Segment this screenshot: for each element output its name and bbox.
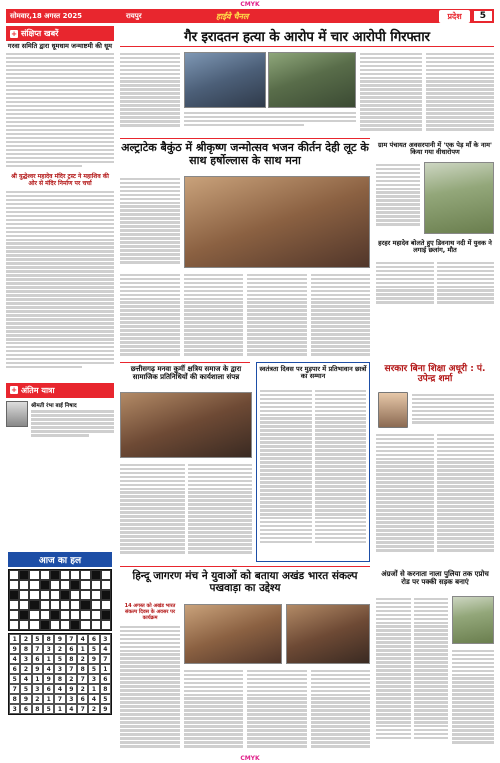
lead-photo-caption (184, 110, 356, 130)
obituary-block (6, 401, 114, 451)
brief-news-header (6, 26, 114, 41)
story5-body (376, 432, 494, 562)
river-body (376, 260, 494, 308)
sudoku-cell: 8 (100, 684, 111, 694)
brief1-body (6, 53, 114, 171)
story2-photo-devotees (184, 176, 370, 268)
lead-photo-accused (268, 52, 356, 108)
puzzle-title: आज का हल (8, 552, 112, 567)
sudoku-cell: 1 (88, 684, 99, 694)
sudoku-cell: 8 (77, 664, 88, 674)
story2-headline: अल्ट्राटेक बैकुंठ में श्रीकृष्ण जन्मोत्सव भजन कीर्तन देही लूट के साथ हर्षोल्लास के साथ मना (121, 141, 369, 167)
sudoku-cell: 1 (9, 634, 20, 644)
sudoku-cell: 4 (9, 654, 20, 664)
story5-headline: सरकार बिना शिक्षा अधूरी : पं. उपेन्द्र शर्मा (384, 364, 486, 385)
sudoku-cell: 7 (100, 654, 111, 664)
sudoku-cell: 4 (20, 674, 31, 684)
sudoku-cell: 6 (88, 634, 99, 644)
sudoku-cell: 5 (9, 674, 20, 684)
sudoku-cell: 1 (43, 694, 54, 704)
sudoku-cell: 9 (9, 644, 20, 654)
lead-story-col4 (426, 51, 494, 137)
sudoku-cell: 1 (43, 654, 54, 664)
obituary-body (31, 410, 114, 450)
sudoku-cell: 1 (77, 644, 88, 654)
sudoku-cell: 9 (20, 694, 31, 704)
obituary-header (6, 383, 114, 398)
divider (120, 362, 250, 363)
sudoku-cell: 5 (88, 664, 99, 674)
plus-icon: + (11, 386, 17, 395)
river-headline: हरहर महादेव बोलते हुए डिवनाथ नदी में युवक ने लगाई छलांग, मौत (378, 239, 492, 255)
sudoku-cell: 5 (54, 654, 65, 664)
sudoku-cell: 3 (88, 674, 99, 684)
crossword-grid (8, 569, 112, 631)
story2-body (120, 272, 370, 360)
sudoku-cell: 6 (20, 704, 31, 714)
sudoku-cell: 5 (88, 644, 99, 654)
sudoku-cell: 4 (77, 634, 88, 644)
obituary-name: श्रीमती रंभा बाई निषाद (31, 402, 77, 409)
sudoku-cell: 8 (20, 644, 31, 654)
puzzle-section (8, 552, 112, 715)
sudoku-cell: 4 (54, 684, 65, 694)
sudoku-cell: 5 (32, 634, 43, 644)
grams-headline: ग्राम पंचायत अवसरपानी में 'एक पेड़ माँ के नाम' किया गया वीधारोपण (378, 141, 492, 157)
sudoku-cell: 4 (66, 704, 77, 714)
sudoku-cell: 2 (54, 644, 65, 654)
story4-headline: स्वतंत्रता दिवस पर मुड़पार में प्रतिभावान छात्रों का सम्मान (259, 365, 367, 381)
sudoku-cell: 4 (43, 664, 54, 674)
sudoku-cell: 3 (43, 644, 54, 654)
sudoku-cell: 4 (88, 694, 99, 704)
story6-photo-meeting (184, 604, 282, 664)
story7-headline: अंग्रजों से करनाता नाला पुलिया तक एप्रोच रोड पर पक्की सड़क बनाएं (381, 570, 489, 587)
story2-col1 (120, 176, 180, 268)
sudoku-cell: 8 (43, 634, 54, 644)
story5-intro (412, 392, 494, 428)
divider (120, 46, 494, 47)
sudoku-cell: 7 (66, 634, 77, 644)
sudoku-cell: 2 (66, 674, 77, 684)
sudoku-cell: 9 (43, 674, 54, 684)
sudoku-cell: 2 (32, 694, 43, 704)
story3-headline: छत्तीसगढ़ मनवा कुर्मी क्षत्रिय समाज के द्वारा सामाजिक प्रतिनिधियों की कार्यशाला संपन्न (130, 365, 242, 382)
story3-body (120, 462, 252, 562)
story6-kicker: 14 अगस्त को अखंड भारत संकल्प दिवस के अवसर पर कार्यक्रम (124, 603, 176, 621)
sudoku-cell: 5 (43, 704, 54, 714)
brief1-headline: गरवा समिति द्वारा धूमधाम जन्माष्टमी की धूम (7, 42, 113, 50)
sudoku-cell: 3 (32, 684, 43, 694)
sudoku-grid (8, 633, 112, 715)
sudoku-cell: 8 (32, 704, 43, 714)
edition-city: रायपुर (126, 11, 142, 20)
sudoku-cell: 7 (66, 664, 77, 674)
sudoku-cell: 1 (32, 674, 43, 684)
brief2-headline: श्री युद्धेश्वर महादेव मंदिर ट्रस्ट ने महाशिव की ओर से मंदिर निर्माण पर चर्चा (11, 173, 109, 188)
story7-photo-road (452, 596, 494, 644)
sudoku-cell: 8 (54, 674, 65, 684)
sudoku-cell: 6 (77, 694, 88, 704)
sudoku-cell: 6 (43, 684, 54, 694)
story7-body (376, 596, 448, 754)
story6-body (184, 668, 370, 754)
obituary-title: अंतिम यात्रा (21, 385, 55, 395)
obituary-portrait (6, 401, 28, 427)
story6-photo-youth (286, 604, 370, 664)
story4-body (260, 388, 366, 558)
sudoku-cell: 4 (100, 644, 111, 654)
story6-headline: हिन्दू जागरण मंच ने युवाओं को बताया अखंड भारत संकल्प पखवाड़ा का उद्देश्य (132, 570, 358, 595)
sudoku-cell: 6 (66, 644, 77, 654)
sudoku-cell: 3 (9, 704, 20, 714)
sudoku-cell: 9 (32, 664, 43, 674)
issue-date: सोमवार,18 अगस्त 2025 (10, 11, 83, 20)
lead-photo-police (184, 52, 266, 108)
sudoku-cell: 6 (32, 654, 43, 664)
sudoku-cell: 2 (77, 684, 88, 694)
sudoku-cell: 9 (100, 704, 111, 714)
lead-headline: गैर इरादतन हत्या के आरोप में चार आरोपी गिरफ्तार (184, 29, 430, 45)
newspaper-brand: हाईवे चैनल (216, 11, 249, 21)
sudoku-cell: 1 (54, 704, 65, 714)
sudoku-cell: 2 (20, 634, 31, 644)
grams-photo-plantation (424, 162, 494, 234)
sudoku-cell: 6 (100, 674, 111, 684)
page-header-bar (6, 9, 494, 23)
sudoku-cell: 2 (77, 654, 88, 664)
plus-icon: + (11, 29, 17, 38)
sudoku-cell: 7 (54, 694, 65, 704)
sudoku-cell: 5 (100, 694, 111, 704)
sudoku-cell: 1 (100, 664, 111, 674)
sudoku-cell: 7 (32, 644, 43, 654)
sudoku-cell: 7 (77, 704, 88, 714)
sudoku-cell: 5 (20, 684, 31, 694)
sudoku-cell: 2 (88, 704, 99, 714)
sudoku-cell: 9 (88, 654, 99, 664)
brief2-body (6, 191, 114, 381)
story6-col1 (120, 624, 180, 754)
sudoku-cell: 8 (66, 654, 77, 664)
sudoku-cell: 9 (66, 684, 77, 694)
sudoku-cell: 7 (9, 684, 20, 694)
lead-story-col3 (360, 51, 422, 137)
registration-mark-bottom: CMYK (240, 755, 260, 762)
sudoku-cell: 7 (77, 674, 88, 684)
sudoku-cell: 3 (66, 694, 77, 704)
sudoku-cell: 3 (54, 664, 65, 674)
sudoku-cell: 3 (100, 634, 111, 644)
story7-col3 (452, 648, 494, 754)
divider (120, 138, 370, 139)
registration-mark-top: CMYK (240, 1, 260, 8)
story3-photo-workshop (120, 392, 252, 458)
lead-story-col1 (120, 51, 180, 129)
sudoku-cell: 6 (9, 664, 20, 674)
brief-news-title: संक्षिप्त खबरें (21, 29, 59, 38)
section-label: प्रदेश (439, 10, 469, 23)
sudoku-cell: 8 (9, 694, 20, 704)
page-number: 5 (474, 11, 492, 21)
sudoku-cell: 2 (20, 664, 31, 674)
speaker-portrait (378, 392, 408, 428)
sudoku-cell: 9 (54, 634, 65, 644)
grams-body (376, 162, 420, 232)
divider (120, 566, 370, 567)
sudoku-cell: 3 (20, 654, 31, 664)
